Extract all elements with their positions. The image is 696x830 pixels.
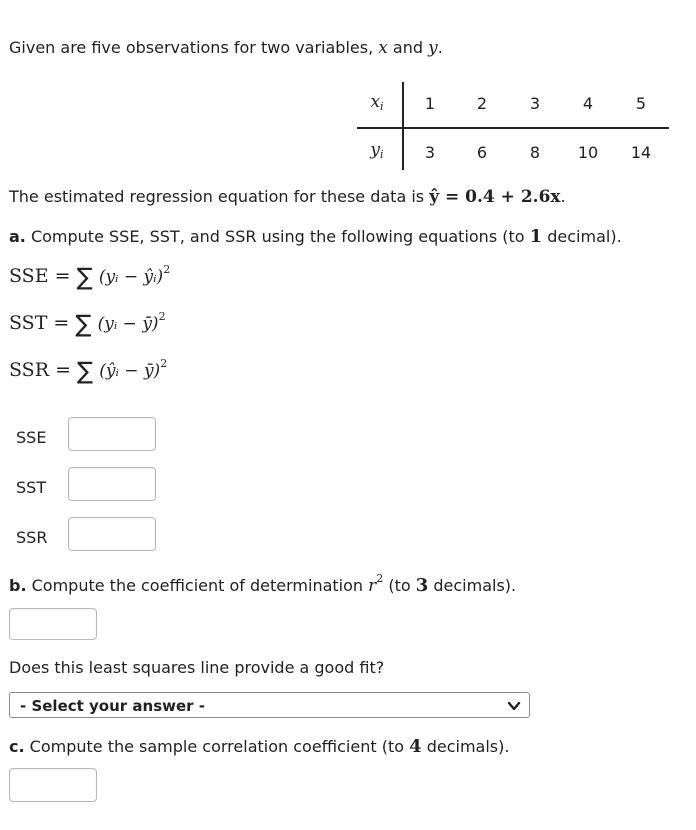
row-label-y [357, 140, 397, 161]
part-b-letter: b. [9, 576, 27, 595]
part-b-text: Compute the coefficient of determination [26, 576, 369, 595]
part-b-text-mid: (to [383, 576, 416, 595]
y-value: 3 [424, 143, 436, 162]
formula-sse [9, 263, 170, 291]
row-label-x-text: x [370, 92, 381, 112]
formula-ssr [9, 357, 167, 385]
y-value: 8 [529, 143, 541, 162]
x-value: 5 [635, 94, 647, 113]
formula-sse-lhs: SSE [9, 265, 49, 287]
formula-sst-power: 2 [158, 310, 166, 323]
intro-text [9, 38, 443, 58]
x-value: 1 [424, 94, 436, 113]
formula-sst-eq: = [53, 312, 70, 334]
intro-and: and [387, 38, 429, 57]
sst-input[interactable] [68, 467, 156, 501]
part-a-decimals: 1 [529, 226, 543, 247]
row-label-y-text: y [370, 140, 381, 160]
part-c-decimals: 4 [409, 736, 422, 757]
y-value: 14 [630, 143, 652, 162]
part-b-prompt [9, 572, 516, 596]
ssr-label: SSR [16, 528, 48, 547]
sigma-icon: ∑ [76, 263, 93, 291]
formula-sst-body: (yᵢ − ȳ) [97, 314, 159, 334]
formula-ssr-power: 2 [160, 357, 168, 370]
ssr-input[interactable] [68, 517, 156, 551]
formula-sst-lhs: SST [9, 312, 48, 334]
part-c-text-end: decimals). [421, 737, 510, 756]
sst-label: SST [16, 478, 47, 497]
sigma-icon: ∑ [77, 357, 94, 385]
x-value: 2 [476, 94, 488, 113]
formula-sse-power: 2 [163, 263, 171, 276]
formula-sse-body: (yᵢ − ŷᵢ) [98, 267, 164, 287]
correlation-input[interactable] [9, 768, 97, 802]
fit-select-value: - Select your answer - [20, 697, 206, 715]
y-value: 6 [476, 143, 488, 162]
r-power: 2 [376, 572, 384, 585]
part-b-decimals: 3 [415, 575, 429, 596]
part-c-letter: c. [9, 737, 25, 756]
sse-input[interactable] [68, 417, 156, 451]
row-label-y-sub: i [380, 148, 384, 161]
formula-ssr-body: (ŷᵢ − ȳ) [99, 361, 161, 381]
sigma-icon: ∑ [75, 310, 92, 338]
var-y: y [428, 38, 438, 58]
x-value: 4 [582, 94, 594, 113]
row-label-x-sub: i [380, 100, 384, 113]
part-a-letter: a. [9, 227, 26, 246]
intro-suffix: . [437, 38, 443, 57]
part-c-prompt [9, 736, 509, 757]
var-x: x [378, 38, 388, 58]
row-label-x [357, 92, 397, 113]
regression-prefix: The estimated regression equation for these data is [9, 187, 430, 206]
part-a-text: Compute SSE, SST, and SSR using the following equations (to [25, 227, 530, 246]
formula-ssr-lhs: SSR [9, 359, 50, 381]
data-table [357, 82, 669, 170]
sse-label: SSE [16, 428, 47, 447]
formula-sse-eq: = [54, 265, 71, 287]
y-value: 10 [577, 143, 599, 162]
regression-equation: ŷ = 0.4 + 2.6x [429, 187, 561, 207]
table-vertical-rule [402, 82, 404, 170]
part-b-text-end: decimals). [428, 576, 517, 595]
formula-ssr-eq: = [55, 359, 71, 381]
fit-question: Does this least squares line provide a good fit? [9, 658, 385, 677]
part-a-prompt [9, 226, 696, 247]
r-squared-input[interactable] [9, 608, 97, 640]
part-c-text: Compute the sample correlation coefficient (to [24, 737, 410, 756]
x-value: 3 [529, 94, 541, 113]
chevron-down-icon [507, 699, 521, 713]
formula-sst [9, 310, 166, 338]
regression-suffix: . [560, 187, 566, 206]
r-symbol: r [368, 576, 377, 596]
intro-prefix: Given are five observations for two variables, [9, 38, 379, 57]
part-a-text-end: decimal). [542, 227, 622, 246]
regression-statement [9, 187, 566, 207]
fit-select[interactable] [9, 692, 530, 718]
